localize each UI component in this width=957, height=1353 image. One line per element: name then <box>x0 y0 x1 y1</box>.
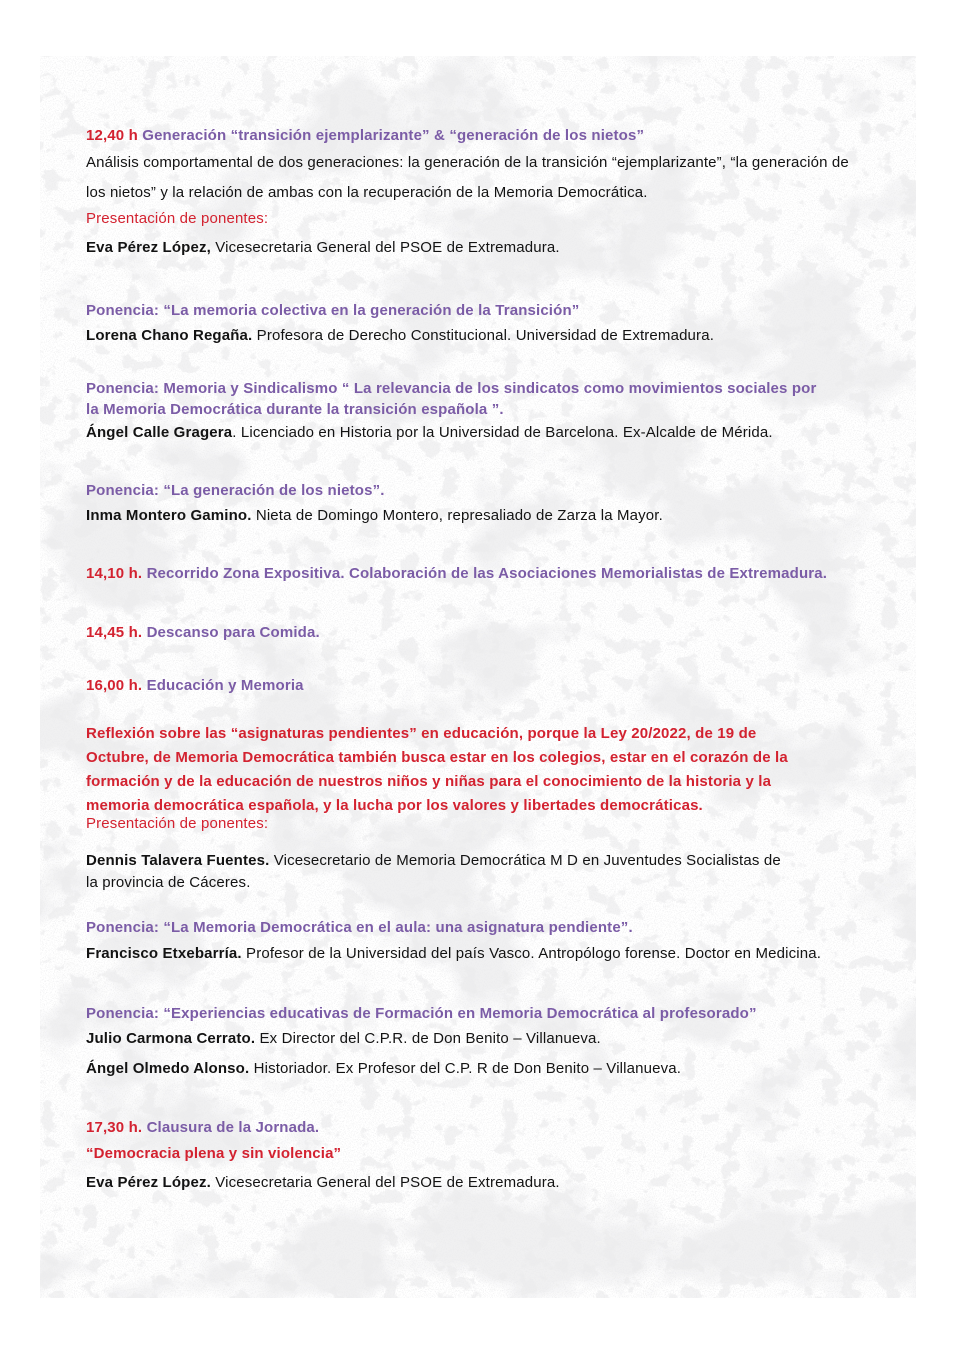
presenter-row <box>86 238 878 258</box>
ponencia-heading: Ponencia: Memoria y Sindicalismo “ La relevancia de los sindicatos como movimientos sociales por la Memoria Democrática durante la transición española ”. <box>86 380 817 418</box>
speaker-bio: Historiador. Ex Profesor del C.P. R de Don Benito – Villanueva. <box>249 1060 682 1077</box>
reflection-paragraph: Reflexión sobre las “asignaturas pendientes” en educación, porque la Ley 20/2022, de 19 de Octubre, de Memoria Democrática también busca estar en los colegios, estar en el corazón de la formación y de la educación de nuestros niños y niñas para el conocimiento de la historia y la memoria democrática española, y la lucha por los valores y libertades democráticas. <box>86 725 788 814</box>
agenda-item-1600 <box>86 676 878 696</box>
agenda-time: 12,40 h <box>86 127 138 144</box>
program-page <box>40 56 916 1298</box>
speaker-name: Julio Carmona Cerrato. <box>86 1030 256 1047</box>
ponencia-heading: Ponencia: “La memoria colectiva en la generación de la Transición” <box>86 302 580 319</box>
speaker-row <box>86 326 878 346</box>
agenda-item-1410 <box>86 564 878 584</box>
presenter-role: Vicesecretario de Memoria Democrática M D en Juventudes Socialistas de la provincia de Cáceres. <box>86 852 781 891</box>
speaker-bio: Profesora de Derecho Constitucional. Universidad de Extremadura. <box>252 327 715 344</box>
speaker-name: Ángel Calle Gragera <box>86 424 233 441</box>
closing-quote: “Democracia plena y sin violencia” <box>86 1145 342 1162</box>
agenda-time: 16,00 h. <box>86 677 143 694</box>
speaker-row <box>86 506 878 526</box>
presenter-row <box>86 1173 878 1193</box>
presenter-role: Vicesecretaria General del PSOE de Extremadura. <box>210 239 560 256</box>
speaker-name: Lorena Chano Regaña. <box>86 327 253 344</box>
ponencia-heading: Ponencia: “La generación de los nietos”. <box>86 482 385 499</box>
agenda-time: 14,10 h. <box>86 565 143 582</box>
speaker-bio: Ex Director del C.P.R. de Don Benito – Villanueva. <box>255 1030 601 1047</box>
speaker-row <box>86 944 878 964</box>
presenter-role: Vicesecretaria General del PSOE de Extremadura. <box>210 1174 560 1191</box>
agenda-title: Educación y Memoria <box>146 677 304 694</box>
agenda-time: 17,30 h. <box>86 1119 143 1136</box>
speaker-bio: Nieta de Domingo Montero, represaliado de Zarza la Mayor. <box>251 507 663 524</box>
speaker-row <box>86 1059 878 1079</box>
presenter-name: Dennis Talavera Fuentes. <box>86 852 270 869</box>
program-content <box>40 56 916 1298</box>
agenda-item-1240 <box>86 126 878 146</box>
speaker-name: Francisco Etxebarría. <box>86 945 242 962</box>
presenter-name: Eva Pérez López. <box>86 1174 211 1191</box>
presenters-label: Presentación de ponentes: <box>86 210 269 227</box>
speaker-name: Ángel Olmedo Alonso. <box>86 1060 250 1077</box>
agenda-title: Recorrido Zona Expositiva. Colaboración de las Asociaciones Memorialistas de Extremadura. <box>146 565 828 582</box>
speaker-bio: Profesor de la Universidad del país Vasco. Antropólogo forense. Doctor en Medicina. <box>241 945 822 962</box>
agenda-item-1445 <box>86 623 878 643</box>
presenters-label: Presentación de ponentes: <box>86 815 269 832</box>
agenda-time: 14,45 h. <box>86 624 143 641</box>
presenter-name: Eva Pérez López, <box>86 239 211 256</box>
agenda-title: Descanso para Comida. <box>146 624 320 641</box>
ponencia-heading: Ponencia: “La Memoria Democrática en el aula: una asignatura pendiente”. <box>86 919 633 936</box>
speaker-name: Inma Montero Gamino. <box>86 507 252 524</box>
agenda-title: Generación “transición ejemplarizante” & “generación de los nietos” <box>142 127 645 144</box>
presenter-row <box>86 850 794 894</box>
speaker-row <box>86 423 878 443</box>
session-description: Análisis comportamental de dos generaciones: la generación de la transición “ejemplarizante”, “la generación de los nietos” y la relación de ambas con la recuperación de la Memoria Democrática. <box>86 154 849 201</box>
ponencia-heading: Ponencia: “Experiencias educativas de Formación en Memoria Democrática al profesorado” <box>86 1005 757 1022</box>
agenda-title: Clausura de la Jornada. <box>146 1119 320 1136</box>
speaker-bio: . Licenciado en Historia por la Universidad de Barcelona. Ex-Alcalde de Mérida. <box>232 424 773 441</box>
speaker-row <box>86 1029 878 1049</box>
agenda-item-1730 <box>86 1118 878 1138</box>
